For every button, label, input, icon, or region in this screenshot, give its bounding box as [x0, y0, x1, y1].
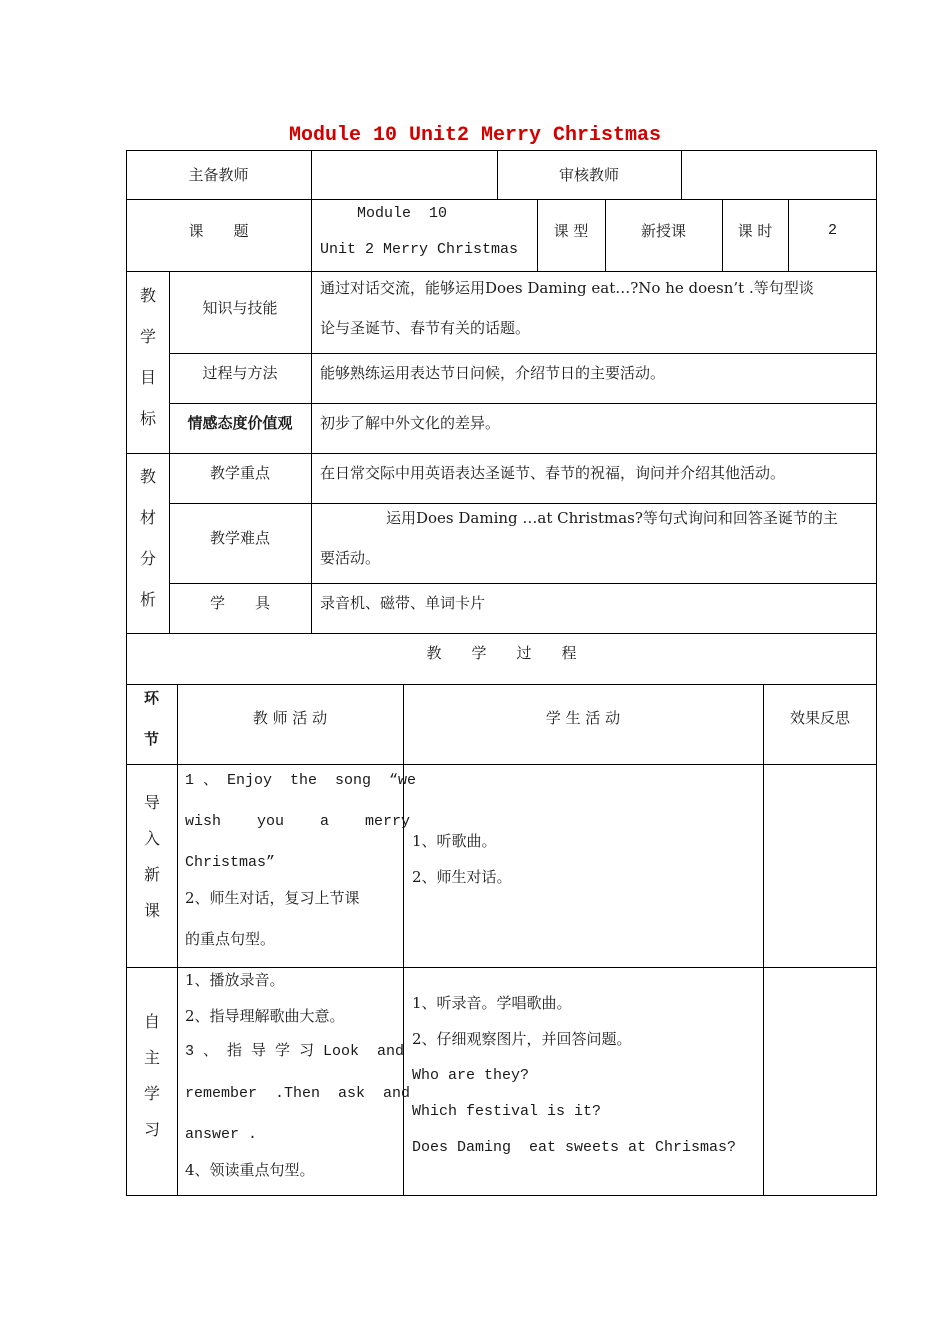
process-method-text: 能够熟练运用表达节日问候，介绍节日的主要活动。 [320, 364, 666, 382]
student-activity-line: Who are they? [412, 1067, 530, 1084]
knowledge-line-2: 论与圣诞节、春节有关的话题。 [320, 319, 531, 337]
student-activity-line: 1、听歌曲。 [412, 832, 497, 850]
difficulty-label: 教学难点 [209, 529, 270, 547]
row-divider [169, 503, 877, 504]
teacher-activity-line: 4、领读重点句型。 [185, 1161, 315, 1179]
teacher-activity-line: 的重点句型。 [185, 930, 276, 948]
stage-column-header: 环 [143, 689, 159, 707]
teacher-activity-line: Christmas” [185, 854, 276, 871]
key-point-text: 在日常交际中用英语表达圣诞节、春节的祝福，询问并介绍其他活动。 [320, 464, 786, 482]
topic-label: 课 题 [188, 222, 249, 240]
tools-label: 学 具 [209, 594, 270, 612]
row-divider [169, 403, 877, 404]
reflection-column-header: 效果反思 [789, 709, 850, 727]
type-value: 新授课 [640, 222, 686, 240]
analysis-group-label: 教 材 分 析 [139, 467, 156, 609]
col-divider [311, 199, 312, 271]
col-divider [311, 150, 312, 199]
attitude-text: 初步了解中外文化的差异。 [320, 414, 501, 432]
row-divider [169, 353, 877, 354]
key-point-label: 教学重点 [209, 464, 270, 482]
teacher-activity-line: 1 、 Enjoy the song “we [185, 772, 417, 789]
row-divider [126, 633, 877, 634]
topic-line-2: Unit 2 Merry Christmas [320, 241, 519, 258]
col-divider [763, 684, 764, 1196]
difficulty-line-2: 要活动。 [320, 549, 381, 567]
col-divider [177, 684, 178, 1196]
row-divider [126, 271, 877, 272]
student-activity-line: 2、仔细观察图片，并回答问题。 [412, 1030, 632, 1048]
type-label: 课 型 [553, 222, 589, 240]
student-activity-line: 2、师生对话。 [412, 868, 512, 886]
knowledge-label: 知识与技能 [202, 299, 278, 317]
student-column-header: 学 生 活 动 [545, 709, 621, 727]
teacher-activity-line: 2、师生对话，复习上节课 [185, 889, 360, 907]
objectives-group-label: 教 学 目 标 [139, 286, 156, 428]
reviewer-label: 审核教师 [558, 166, 619, 184]
row-divider [126, 453, 877, 454]
stage-column-header: 节 [143, 730, 159, 748]
row-divider [126, 199, 877, 200]
student-activity-line: Does Daming eat sweets at Chrismas? [412, 1139, 737, 1156]
attitude-label: 情感态度价值观 [187, 414, 293, 432]
lead-teacher-label: 主备教师 [188, 166, 249, 184]
process-banner: 教 学 过 程 [426, 644, 577, 662]
col-divider [311, 271, 312, 633]
tools-text: 录音机、磁带、单词卡片 [320, 594, 486, 612]
page-title: Module 10 Unit2 Merry Christmas [288, 124, 662, 147]
stage-label-intro: 导 入 新 课 [143, 793, 160, 920]
teacher-column-header: 教 师 活 动 [252, 709, 328, 727]
process-method-label: 过程与方法 [202, 364, 278, 382]
teacher-activity-line: 3 、 指 导 学 习 Look and [185, 1043, 405, 1060]
row-divider [126, 967, 877, 968]
teacher-activity-line: remember .Then ask and [185, 1085, 411, 1102]
hours-value: 2 [827, 222, 837, 239]
row-divider [126, 764, 877, 765]
student-activity-line: 1、听录音。学唱歌曲。 [412, 994, 572, 1012]
knowledge-line-1: 通过对话交流，能够运用Does Daming eat…?No he doesn’t .等句型谈 [320, 279, 814, 297]
teacher-activity-line: 2、指导理解歌曲大意。 [185, 1007, 345, 1025]
topic-line-1: Module 10 [357, 205, 448, 222]
row-divider [169, 583, 877, 584]
stage-label-self-study: 自 主 学 习 [143, 1012, 160, 1139]
teacher-activity-line: answer . [185, 1126, 258, 1143]
difficulty-line-1: 运用Does Daming …at Christmas?等句式询问和回答圣诞节的主 [386, 509, 838, 527]
teacher-activity-line: 1、播放录音。 [185, 971, 285, 989]
col-divider [169, 271, 170, 633]
col-divider [681, 150, 682, 199]
student-activity-line: Which festival is it? [412, 1103, 602, 1120]
hours-label: 课 时 [737, 222, 773, 240]
teacher-activity-line: wish you a merry [185, 813, 411, 830]
col-divider [403, 684, 404, 1196]
